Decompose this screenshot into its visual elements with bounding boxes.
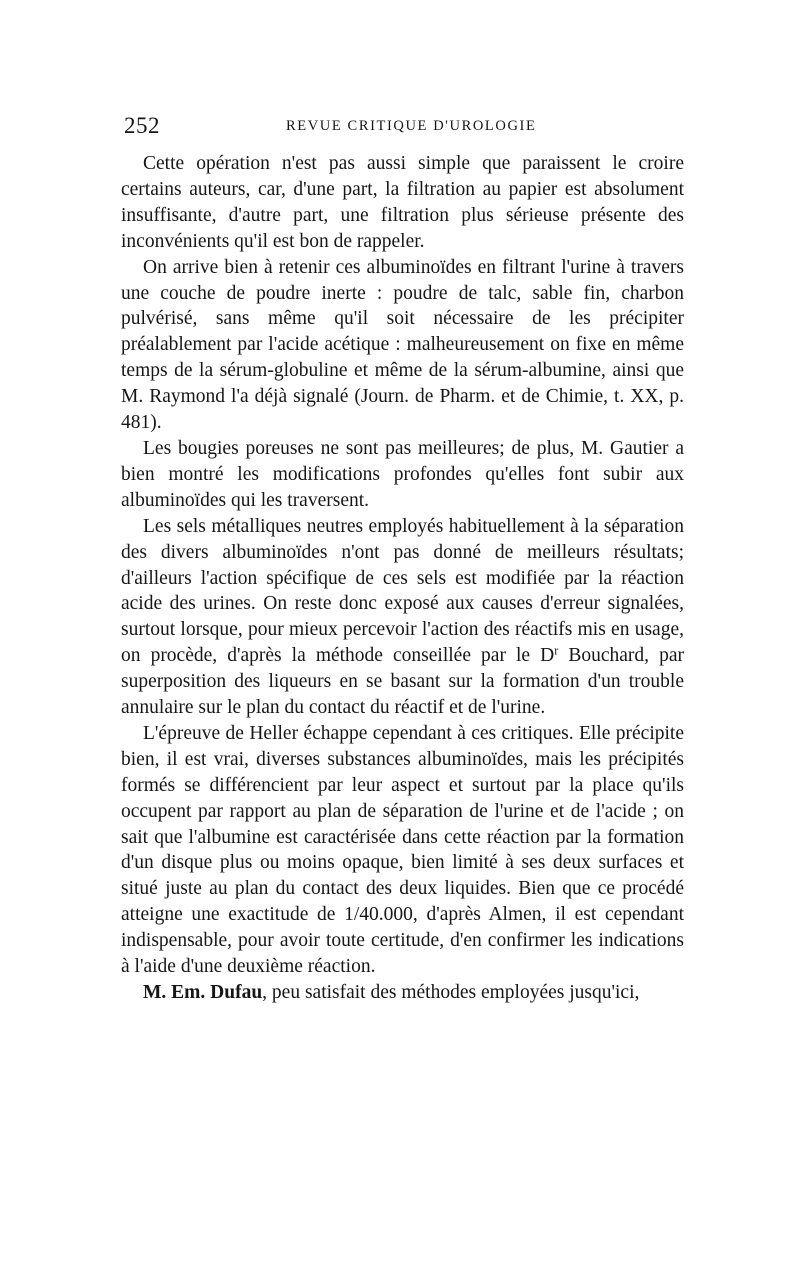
paragraph-4-text-end: Bouchard, par superposition des liqueurs en se basant sur la formation d'un trouble annulaire sur le plan du contact du réactif et de l'urine. <box>121 645 684 719</box>
doctor-superscript: r <box>554 643 559 658</box>
body-text <box>121 151 684 1006</box>
paragraph-4-text-start: Les sels métalliques neutres employés habituellement à la séparation des divers albuminoïdes n'ont pas donné de meilleurs résultats; d'ailleurs l'action spécifique de ces sels est modifiée par la réaction acide des urines. On reste donc exposé aux causes d'erreur signalées, surtout lorsque, pour mieux percevoir l'action des réactifs mis en usage, on procède, d'après la méthode conseillée par le D <box>121 515 684 667</box>
paragraph-2: On arrive bien à retenir ces albuminoïdes en filtrant l'urine à travers une couche de poudre inerte : poudre de talc, sable fin, charbon pulvérisé, sans même qu'il soit nécessaire de les précipiter préalablement par l'acide acétique : malheureusement on fixe en même temps de la sérum-globuline et même de la sérum-albumine, ainsi que M. Raymond l'a déjà signalé (Journ. de Pharm. et de Chimie, t. XX, p. 481). <box>121 256 684 434</box>
paragraph-6-text: , peu satisfait des méthodes employées jusqu'ici, <box>262 982 640 1003</box>
paragraph-3: Les bougies poreuses ne sont pas meilleures; de plus, M. Gautier a bien montré les modifications profondes qu'elles font subir aux albuminoïdes qui les traversent. <box>121 437 684 511</box>
paragraph-1: Cette opération n'est pas aussi simple que paraissent le croire certains auteurs, car, d'une part, la filtration au papier est absolument insuffisante, d'autre part, une filtration plus sérieuse présente des inconvénients qu'il est bon de rappeler. <box>121 153 684 252</box>
author-name: M. Em. Dufau <box>143 982 263 1003</box>
paragraph-4 <box>121 514 684 721</box>
page-header <box>124 113 684 143</box>
running-title: REVUE CRITIQUE D'UROLOGIE <box>286 118 537 134</box>
paragraph-6 <box>121 980 684 1006</box>
paragraph-5: L'épreuve de Heller échappe cependant à ces critiques. Elle précipite bien, il est vrai, diverses substances albuminoïdes, mais les précipités formés se différencient par leur aspect et surtout par la place qu'ils occupent par rapport au plan de séparation de l'urine et de l'acide ; on sait que l'albumine est caractérisée dans cette réaction par la formation d'un disque plus ou moins opaque, bien limité à ses deux surfaces et situé juste au plan du contact des deux liquides. Bien que ce procédé atteigne une exactitude de 1/40.000, d'après Almen, il est cependant indispensable, pour avoir toute certitude, d'en confirmer les indications à l'aide d'une deuxième réaction. <box>121 722 684 978</box>
page-number: 252 <box>124 113 160 138</box>
